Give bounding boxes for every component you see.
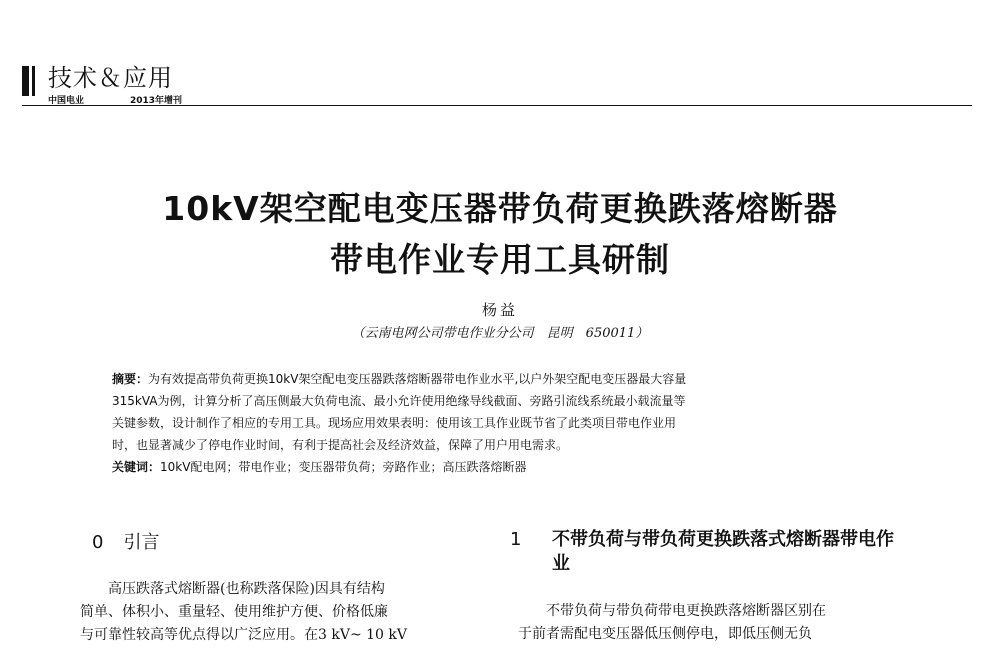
- section-1-heading: [510, 528, 910, 576]
- journal-header: [22, 64, 972, 110]
- keywords-label: 关键词：: [112, 460, 161, 474]
- abstract-text: 为有效提高带负荷更换10kV架空配电变压器跌落熔断器带电作业水平,以户外架空配电变压器最大容量: [148, 372, 687, 386]
- section-title: 引言: [123, 532, 160, 553]
- paragraph-line: 于前者需配电变压器低压侧停电，即低压侧无负: [518, 626, 812, 642]
- abstract-line: 时，也显著减少了停电作业时间，有利于提高社会及经济效益，保障了用户用电需求。: [112, 438, 569, 452]
- author-name: 杨益: [481, 301, 518, 319]
- paragraph-line: 高压跌落式熔断器(也称跌落保险)因具有结构: [108, 581, 385, 597]
- abstract-line: 315kVA为例，计算分析了高压侧最大负荷电流、最小允许使用绝缘导线截面、旁路引流线系统最小载流量等: [112, 394, 686, 408]
- keywords-text: 10kV配电网；带电作业；变压器带负荷；旁路作业；高压跌落熔断器: [160, 460, 527, 474]
- paragraph-line: 简单、体积小、重量轻、使用维护方便、价格低廉: [80, 604, 388, 620]
- left-column-text: [80, 578, 480, 647]
- abstract-label: 摘要：: [112, 372, 149, 386]
- section-name: 技术＆应用: [48, 64, 173, 92]
- paragraph-line: 不带负荷与带负荷带电更换跌落熔断器区别在: [546, 603, 826, 619]
- paragraph-line: 与可靠性较高等优点得以广泛应用。在3 kV~ 10 kV: [80, 627, 407, 643]
- section-number: 1: [510, 529, 522, 550]
- paper-title-line-1: 10kV架空配电变压器带负荷更换跌落熔断器: [162, 189, 838, 228]
- abstract-line: 关键参数，设计制作了相应的专用工具。现场应用效果表明：使用该工具作业既节省了此类项目带电作业用: [112, 416, 677, 430]
- section-title: 不带负荷与带负荷更换跌落式熔断器带电作业: [552, 529, 894, 574]
- paper-title-line-2: 带电作业专用工具研制: [330, 240, 670, 279]
- abstract-block: [112, 368, 872, 478]
- journal-issue: 2013年增刊: [130, 96, 183, 106]
- header-bars-logo: [22, 66, 44, 96]
- author-affiliation: （云南电网公司带电作业分公司 昆明 650011）: [351, 326, 649, 341]
- keywords-line: [112, 456, 872, 478]
- section-number: 0: [92, 532, 104, 553]
- section-0-heading: [92, 528, 159, 554]
- header-rule: [22, 105, 972, 106]
- right-column-text: [518, 600, 916, 646]
- abstract-line: [112, 368, 872, 390]
- journal-name: 中国电业: [48, 96, 85, 106]
